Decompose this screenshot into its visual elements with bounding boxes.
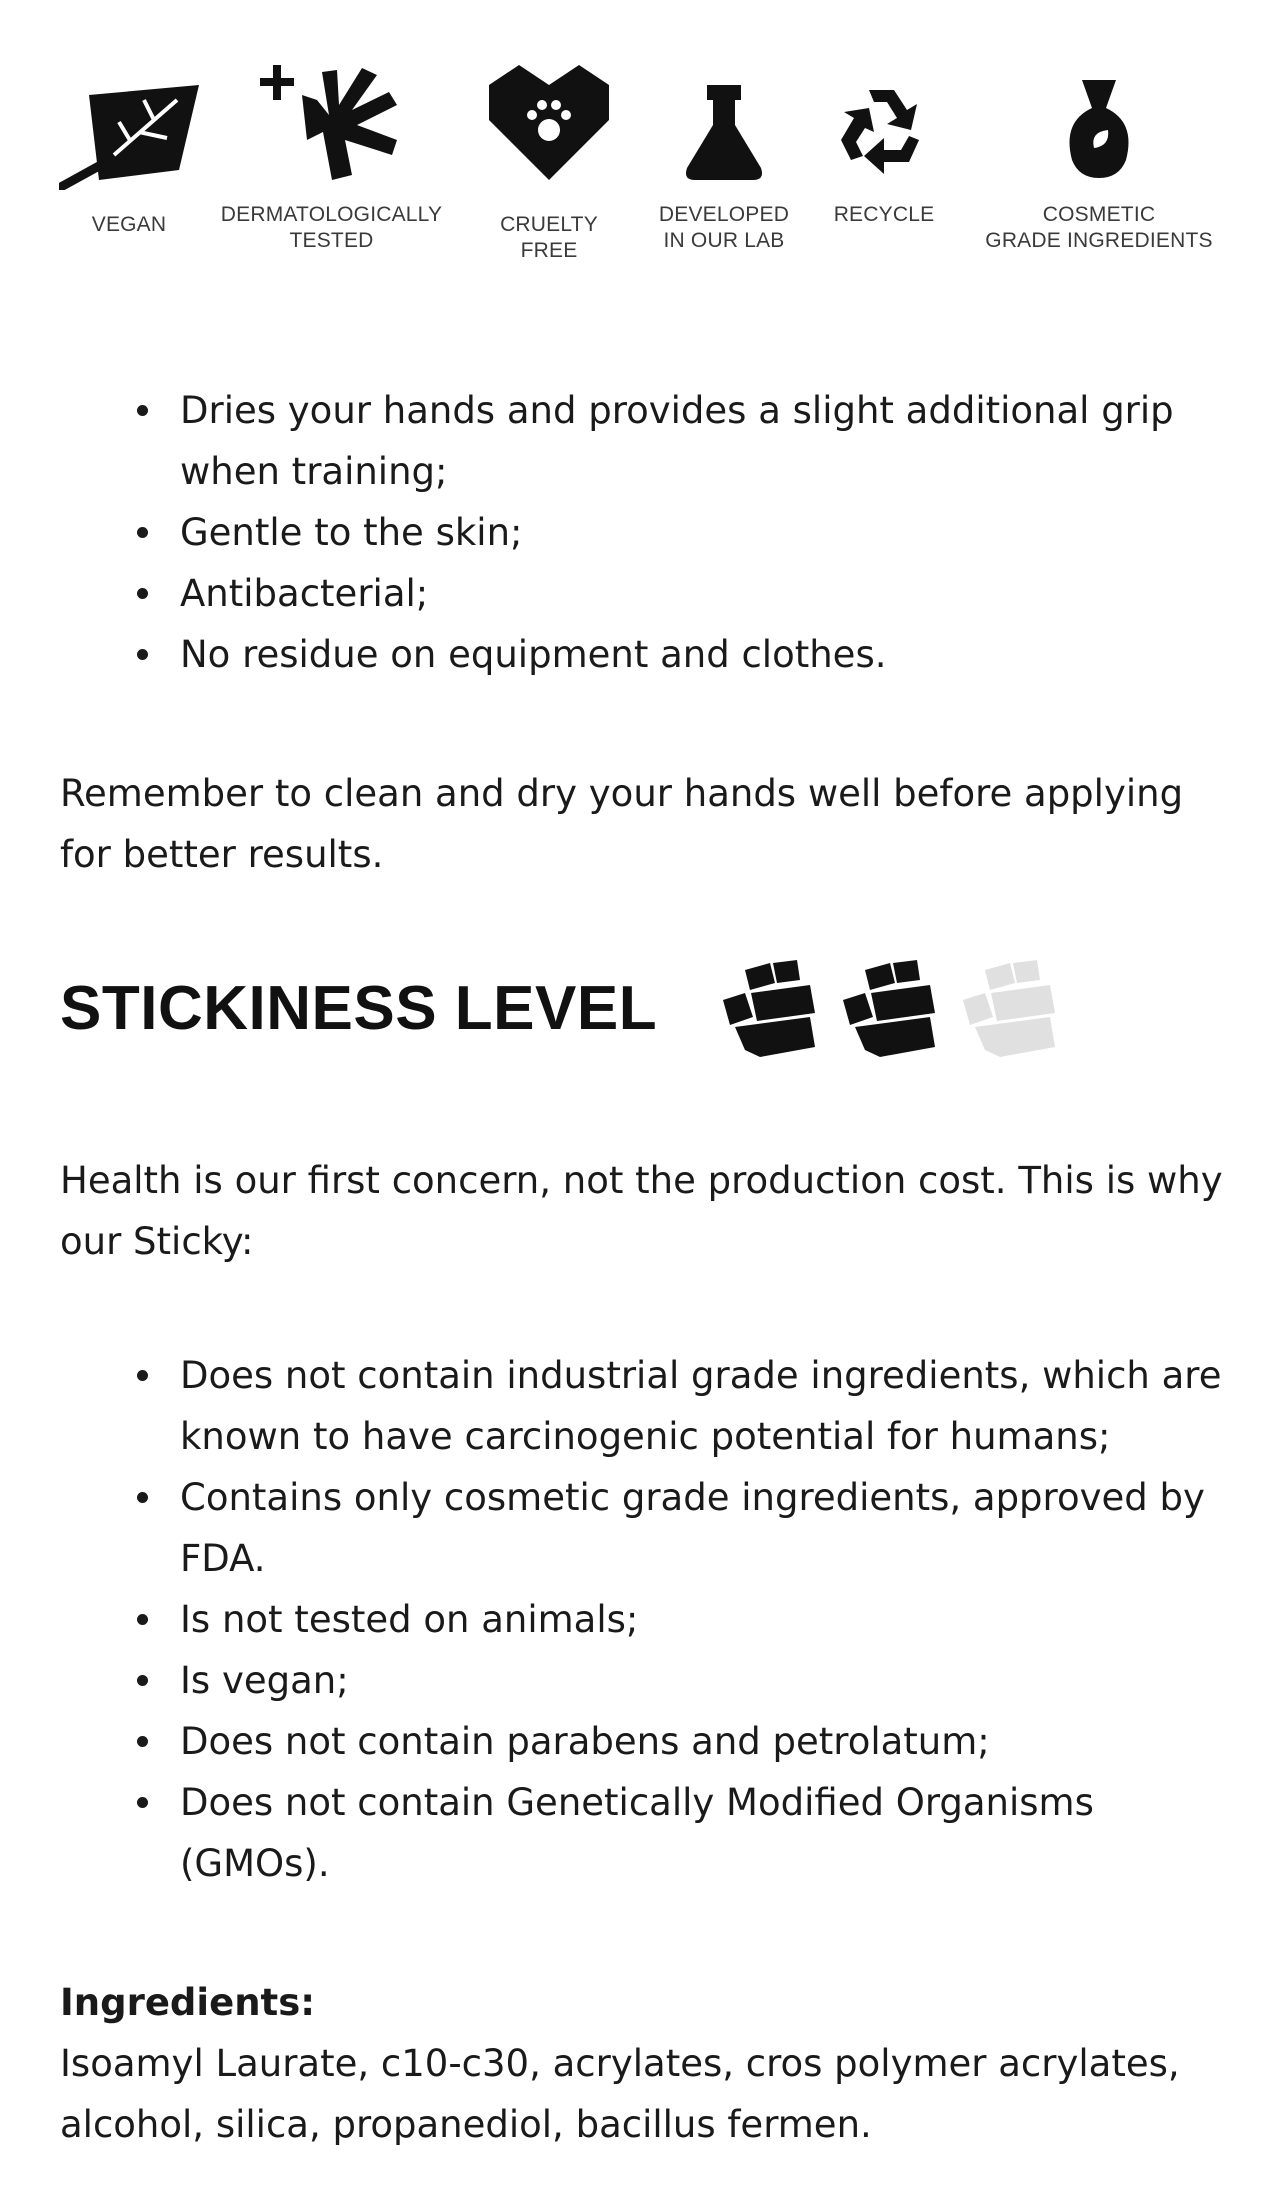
benefits-section (60, 380, 1220, 685)
ingredients-section (60, 1972, 1220, 2155)
badge-label: COSMETIC GRADE INGREDIENTS (985, 203, 1213, 252)
flask-icon (669, 60, 779, 190)
list-item: No residue on equipment and clothes. (180, 624, 1220, 685)
stickiness-title: STICKINESS LEVEL (60, 974, 658, 1043)
badge-label: RECYCLE (833, 203, 935, 226)
remember-section (60, 763, 1220, 885)
badge-dermatologically-tested (214, 60, 449, 254)
list-item: Contains only cosmetic grade ingredients, approved by FDA. (180, 1467, 1220, 1589)
leaf-icon (59, 60, 199, 190)
list-item: Antibacterial; (180, 563, 1220, 624)
health-intro: Health is our first concern, not the production cost. This is why our Sticky: (60, 1159, 1223, 1263)
list-item: Does not contain Genetically Modified Organisms (GMOs). (180, 1772, 1180, 1894)
badge-cosmetic-grade (974, 60, 1224, 254)
stickiness-level (60, 955, 1160, 1065)
list-item: Does not contain parabens and petrolatum; (180, 1711, 1220, 1772)
badge-cruelty-free (474, 60, 624, 264)
badge-developed-in-lab (649, 60, 799, 254)
badge-label: DERMATOLOGICALLY TESTED (220, 203, 443, 252)
health-points-section (60, 1345, 1220, 1894)
list-item: Is vegan; (180, 1650, 1220, 1711)
ingredients-title: Ingredients: (60, 1981, 316, 2024)
fist-icon-2 (835, 955, 945, 1065)
health-section (60, 1150, 1223, 1272)
feature-badges (44, 60, 1224, 280)
hand-plus-icon (257, 60, 407, 190)
list-item: Gentle to the skin; (180, 502, 1220, 563)
list-item: Dries your hands and provides a slight additional grip when training; (180, 380, 1180, 502)
badge-label: CRUELTY FREE (500, 213, 598, 262)
fist-icon-3 (955, 955, 1065, 1065)
benefits-list (60, 380, 1220, 685)
badge-vegan (44, 60, 214, 238)
health-points-list (60, 1345, 1220, 1894)
badge-label: DEVELOPED IN OUR LAB (658, 203, 790, 252)
list-item: Is not tested on animals; (180, 1589, 1220, 1650)
heart-paw-icon (484, 60, 614, 190)
cosmetic-bag-icon (1044, 60, 1154, 190)
recycle-icon (829, 60, 939, 190)
fist-icon-1 (715, 955, 825, 1065)
list-item: Does not contain industrial grade ingredients, which are known to have carcinogenic potential for humans; (180, 1345, 1240, 1467)
remember-text: Remember to clean and dry your hands well before applying for better results. (60, 772, 1184, 876)
ingredients-text: Isoamyl Laurate, c10-c30, acrylates, cros polymer acrylates, alcohol, silica, propanediol, bacillus fermen. (60, 2042, 1180, 2146)
badge-recycle (819, 60, 949, 228)
badge-label: VEGAN (91, 213, 167, 236)
